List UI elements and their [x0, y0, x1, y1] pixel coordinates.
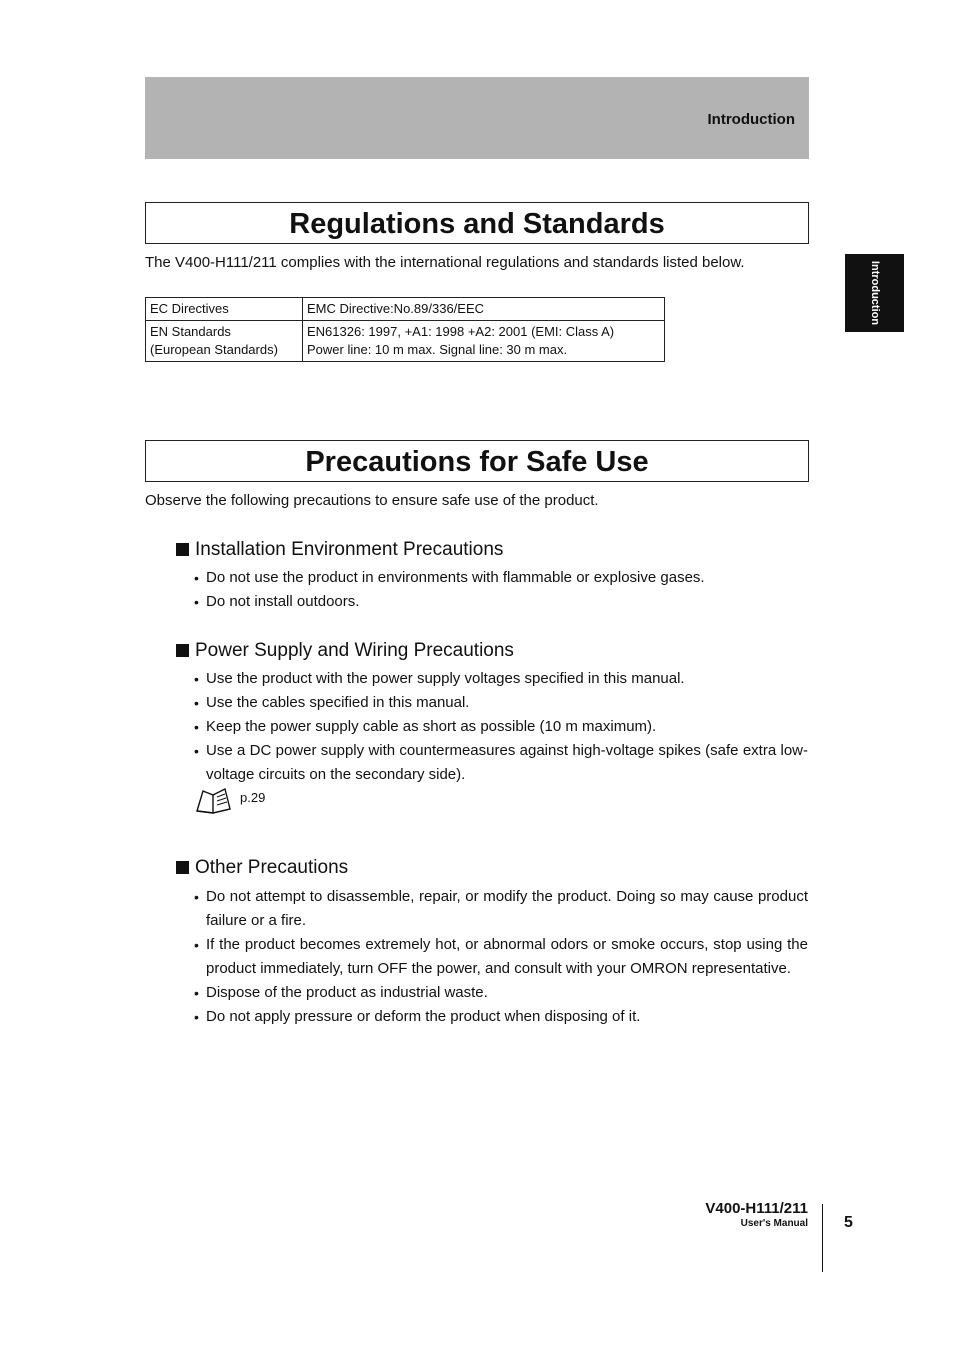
square-bullet-icon — [176, 861, 189, 874]
chapter-header-band — [145, 77, 809, 159]
standards-table — [145, 297, 665, 362]
footer-divider — [822, 1204, 823, 1272]
table-row — [146, 321, 665, 362]
page-number: 5 — [844, 1214, 853, 1231]
list-item: • Do not install outdoors. — [194, 590, 808, 614]
list-item: • Keep the power supply cable as short as possible (10 m maximum). — [194, 715, 808, 739]
table-cell-value: EMC Directive:No.89/336/EEC — [303, 298, 665, 321]
list-item: • Do not attempt to disassemble, repair, or modify the product. Doing so may cause product failure or a fire. — [194, 885, 808, 933]
list-item: • If the product becomes extremely hot, or abnormal odors or smoke occurs, stop using the product immediately, turn OFF the power, and consult with your OMRON representative. — [194, 933, 808, 981]
regulations-intro: The V400-H111/211 complies with the international regulations and standards listed below. — [145, 254, 745, 271]
book-reference-icon — [195, 787, 233, 815]
list-item: • Dispose of the product as industrial waste. — [194, 981, 808, 1005]
list-item: • Do not use the product in environments with flammable or explosive gases. — [194, 566, 808, 590]
square-bullet-icon — [176, 543, 189, 556]
list-item: • Do not apply pressure or deform the product when disposing of it. — [194, 1005, 808, 1029]
list-item: • Use the cables specified in this manual. — [194, 691, 808, 715]
other-heading: Other Precautions — [176, 857, 348, 879]
regulations-section-title: Regulations and Standards — [145, 202, 809, 244]
footer-model-name: V400-H111/211 — [705, 1200, 808, 1217]
installation-heading: Installation Environment Precautions — [176, 539, 503, 561]
table-row — [146, 298, 665, 321]
chapter-title: Introduction — [707, 111, 795, 128]
table-cell-value: EN61326: 1997, +A1: 1998 +A2: 2001 (EMI: Class A) Power line: 10 m max. Signal line: 30 m max. — [303, 321, 665, 362]
list-item: • Use the product with the power supply voltages specified in this manual. — [194, 667, 808, 691]
power-heading: Power Supply and Wiring Precautions — [176, 640, 514, 662]
table-cell-label: EN Standards (European Standards) — [146, 321, 303, 362]
installation-list — [194, 566, 808, 614]
footer-model-block — [705, 1200, 808, 1229]
precautions-section-title: Precautions for Safe Use — [145, 440, 809, 482]
square-bullet-icon — [176, 644, 189, 657]
side-tab-label: Introduction — [868, 260, 881, 326]
table-cell-label: EC Directives — [146, 298, 303, 321]
footer-manual-label: User's Manual — [740, 1218, 808, 1229]
reference-page-label: p.29 — [240, 790, 266, 805]
power-list — [194, 667, 808, 787]
list-item: • Use a DC power supply with countermeasures against high-voltage spikes (safe extra low-voltage circuits on the secondary side). — [194, 739, 808, 787]
precautions-intro: Observe the following precautions to ensure safe use of the product. — [145, 492, 599, 509]
other-list — [194, 885, 808, 1029]
side-chapter-tab — [845, 254, 904, 332]
